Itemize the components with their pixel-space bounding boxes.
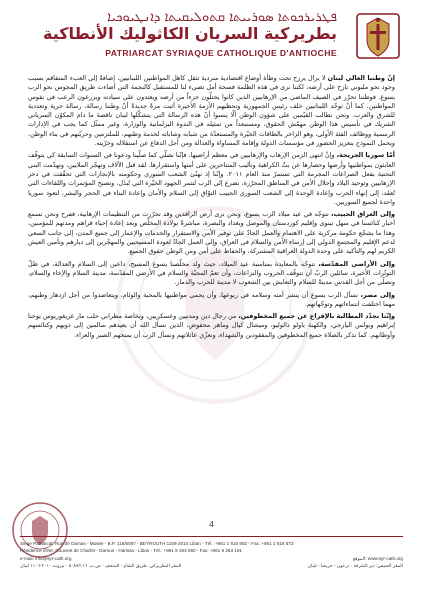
paragraph-lead: وإلى العراق الحبيب، [331, 210, 395, 219]
footer-address-arabic: المقر الصيفي: دير الشرفة - درعون - حريصا - لبنان [307, 563, 403, 569]
paragraph-text: نتوجّه في عيد ميلاد الرب يسوع، ونحن نرى أرض الرافدين وقد تحرّرت من التنظيمات الإرهابية، ففرح ونحن نسمع أخبار كنائسنا في سهل نينوى وإقليم كوردستان والموصل وبغداد والبصرة، مباشرةً بولادة المخلّص وبعد إعادة إحياء قراهم ومدنهم للمؤمنين، وهذا ما يشجّع حكومة مركزية على الاهتمام والعمل الجادّ على توفير الأمن والاستقرار والخدمات والإعمار إلى جميع المدن، إلى جانب السعي لدعم الإقليم والمجتمع الدولي إلى إرساء الأمن والسلام في العراق، وإلى العمل الجادّ لعودة المسيحيين والمهجّرين إلى ديارهم وتأمين العيش الكريم لهم والتأكيد على وحدة الدولة العراقية المشتركة، والحفاظ على أمن ومن الوطن حقوق الجميع. [28, 210, 395, 256]
paragraph-egypt [28, 291, 395, 310]
letter-body [28, 74, 395, 343]
paragraph-lebanon [28, 74, 395, 148]
paragraph-text: لا يزال يرزح تحت وطأة أوضاع اقتصادية متردية تثقل كاهل المواطنين اللبنانيين، إضافةً إلى العبء المتفاقم بسبب وجود نحو مليوني نازح على أرضه، لكننا نرى في هذه الظلمة فسحة أمل تضيء لنا للمستقبل كالنجمة التي أضاءت طريق المجوس نحو الرب يسوع. فوطننا تحرّر في الصيف الماضي من الإرهابيين الذين كانوا يحتلّون جزءاً من أرضه ويعتدون على سيادته ويزرعون الرعب في نفوس المواطنين. كما أنّ توحّد اللبنانيين خلف رئيس الجمهورية وتحظيهم الأزمة الأخيرة أثبت مرةً جديدةً أنّ وطننا رسالة، رسالة حرية وتعددية للشرق والغرب. ونحن نطالب القيّمين على شؤون الوطن ألّا ينسوا أنّ هذه الرسالة التي يتشكّلها لبنان ناقصة ما دام المكوّن السرياني الشريك في تأسيس هذا الوطن مهمّش الحقوق، ومستبعداً من تمثيله في الندوة البرلمانية والوزارة، وغير ممثّل كما يجب في الإدارات الرسمية ووظائف الفئة الأولى، وهو الزاخر بالطاقات الخيّرة والمستعدّة من شبابه وشاباته لخدمة وطنهم، للملتزمين وحريّتهم في بناء الوطن، ويحمل النموذج بتعزيز الحضور في مؤسسات الدولة وإقامة المساواة والعدالة ومن أجل الدفاع عن استقلاله وحرّيته. [28, 74, 395, 148]
letterhead [0, 0, 423, 64]
page-number: 4 [209, 520, 214, 529]
footer-divider [20, 536, 403, 537]
paragraph-text: نتوجّه بالمعايدة بمناسبة عيد الميلاد، حيث ولد مخلّصنا يسوع المسيح، داعين إلى السلام والعدالة، في ظلّ التوتّرات الأخيرة، سائلين الربّ أن تتوقّف الحروب والنزاعات، وأن تعمّ المحبّة والسلام في الأرضي المقدّسة، مدينة السلام والإخاء والسلام، ونصلّي من أجل القدس مدينةً للسلام والتعايش بين الشعوب لا مدينة للحرب والدمار. [28, 259, 395, 287]
footer-address-arabic: المقر البطريركي: طريق الشام - المتحف - ص.ب. ٥٠٨٧/١١٦ - بيروت ٢٠١٠-١١٠٦ لبنان [20, 563, 182, 569]
footer-address-latin: Résidence d'été: Couvent de Charfet - Daroun - Harissa - Liban - Tél.: +961 9 263 060 - Fax: +961 9 263 101 [20, 548, 242, 554]
french-title: PATRIARCAT SYRIAQUE CATHOLIQUE D'ANTIOCHE [105, 48, 337, 58]
paragraph-lead: وإلى مصر، [360, 290, 395, 299]
footer-row [20, 547, 403, 554]
letterhead-footer [20, 540, 403, 570]
paragraph-text: نسأل الرب يسوع أن ينشر أمنه وسلامه في ربوعها، وأن يحمي مواطنيها بالمحبة والوئام، ويتعاضدوا من أجل ازدهار وطنهم، مهما اختلفت انتماءاتهم وتوجّهاتهم. [28, 290, 395, 308]
paragraph-holy-land [28, 260, 395, 288]
footer-website[interactable]: www.syr-cath.org :الموقع [352, 555, 403, 561]
footer-row [20, 540, 403, 547]
syriac-title: ܦܛܪܝܪܟܘܬܐ ܣܘܪܝܝܬܐ ܩܬܘܠܝܩܝܬܐ ܕܐܢܛܝܘܟܝܐ [107, 10, 337, 25]
arabic-title: بطريركية السريان الكاثوليك الأنطاكية [43, 24, 337, 43]
paragraph-iraq [28, 210, 395, 256]
footer-row [20, 562, 403, 569]
paragraph-syria [28, 151, 395, 207]
footer-address-latin: Siège Patriarcal: Rue de Damas - Musée - B.P. 116/5087 - BEYROUTH 1106-2010 Liban - Tél.: +961 1 615 892 - Fax: +961 1 616 573 [20, 541, 294, 546]
paragraph-abducted [28, 312, 395, 340]
footer-row [20, 555, 403, 562]
paragraph-lead: وإلى الأراضي المقدّسة، [318, 259, 395, 268]
paragraph-lead: وإنّنا نجدّد المطالبة بالإفراج عن جميع المخطوفين، [238, 312, 396, 321]
paragraph-lead: إنّ وطننا الغالي لبنان [327, 74, 395, 82]
paragraph-text: وإنْ انتهى الزمن الإرهاب والإرهابيين في معظم أراضيها، فإنّنا نصلّي كما صلّينا ودعونا في السنوات السابقة كي يتوقّف العابثون بمواطنيها وأرضها وحصارها عن بثّ الكراهية وتأليب المتناحرين على أمنها واستقرارها. لقد قتل الآلاف وتهجّر الملايين، وتهدّمت البنى التحتية بفعل الصراعات المجرمة التي تستمرّ منذ العام ٢٠١١. وإنّنا إذ نهنّئ الشعب السوري وحكومته بالإنجازات التي تحقّقت في دحر الإرهابيين وتوحيد البلاد وإحلال الأمن في المناطق المحرّرة، نضرع إلى الرب لتثمر الجهود الخيّرة التي تُبذَل، وتصبح المؤتمرات واللقاءات التي تُعقَد، إلى إنهاء الحرب وإعادة الوحدة إلى الشعب السوري الحبيب التوّاق إلى السلام والأمان وإعادة البناء في الحجر والبشر، لتعود سوريا واحدة لجميع السوريين. [28, 151, 395, 206]
paragraph-lead: أمّا سوريا الجريحة، [336, 151, 395, 160]
paragraph-text: من رجال دين ومدنيين وعسكريين، وبخاصة مطراني حلب مار غريغوريوس يوحنا إبراهيم وبولس اليازجي، والكهنة باولو دالوليو، وميشال كيال وماهر محفوض، الذين نسأل الله أن يعيدهم سالمين إلى ذويهم وكنائسهم وأوطانهم. كما نذكر بالصلاة جميع المخطوفين والمفقودين والشهداء، ونعزّي عائلاتهم ونسأل الرب أن يمنحهم الصبر والعزاء. [28, 312, 395, 339]
patriarchate-coat-of-arms-icon [351, 10, 405, 64]
footer-email: e-mail: info@syr-cath.org [20, 555, 72, 561]
